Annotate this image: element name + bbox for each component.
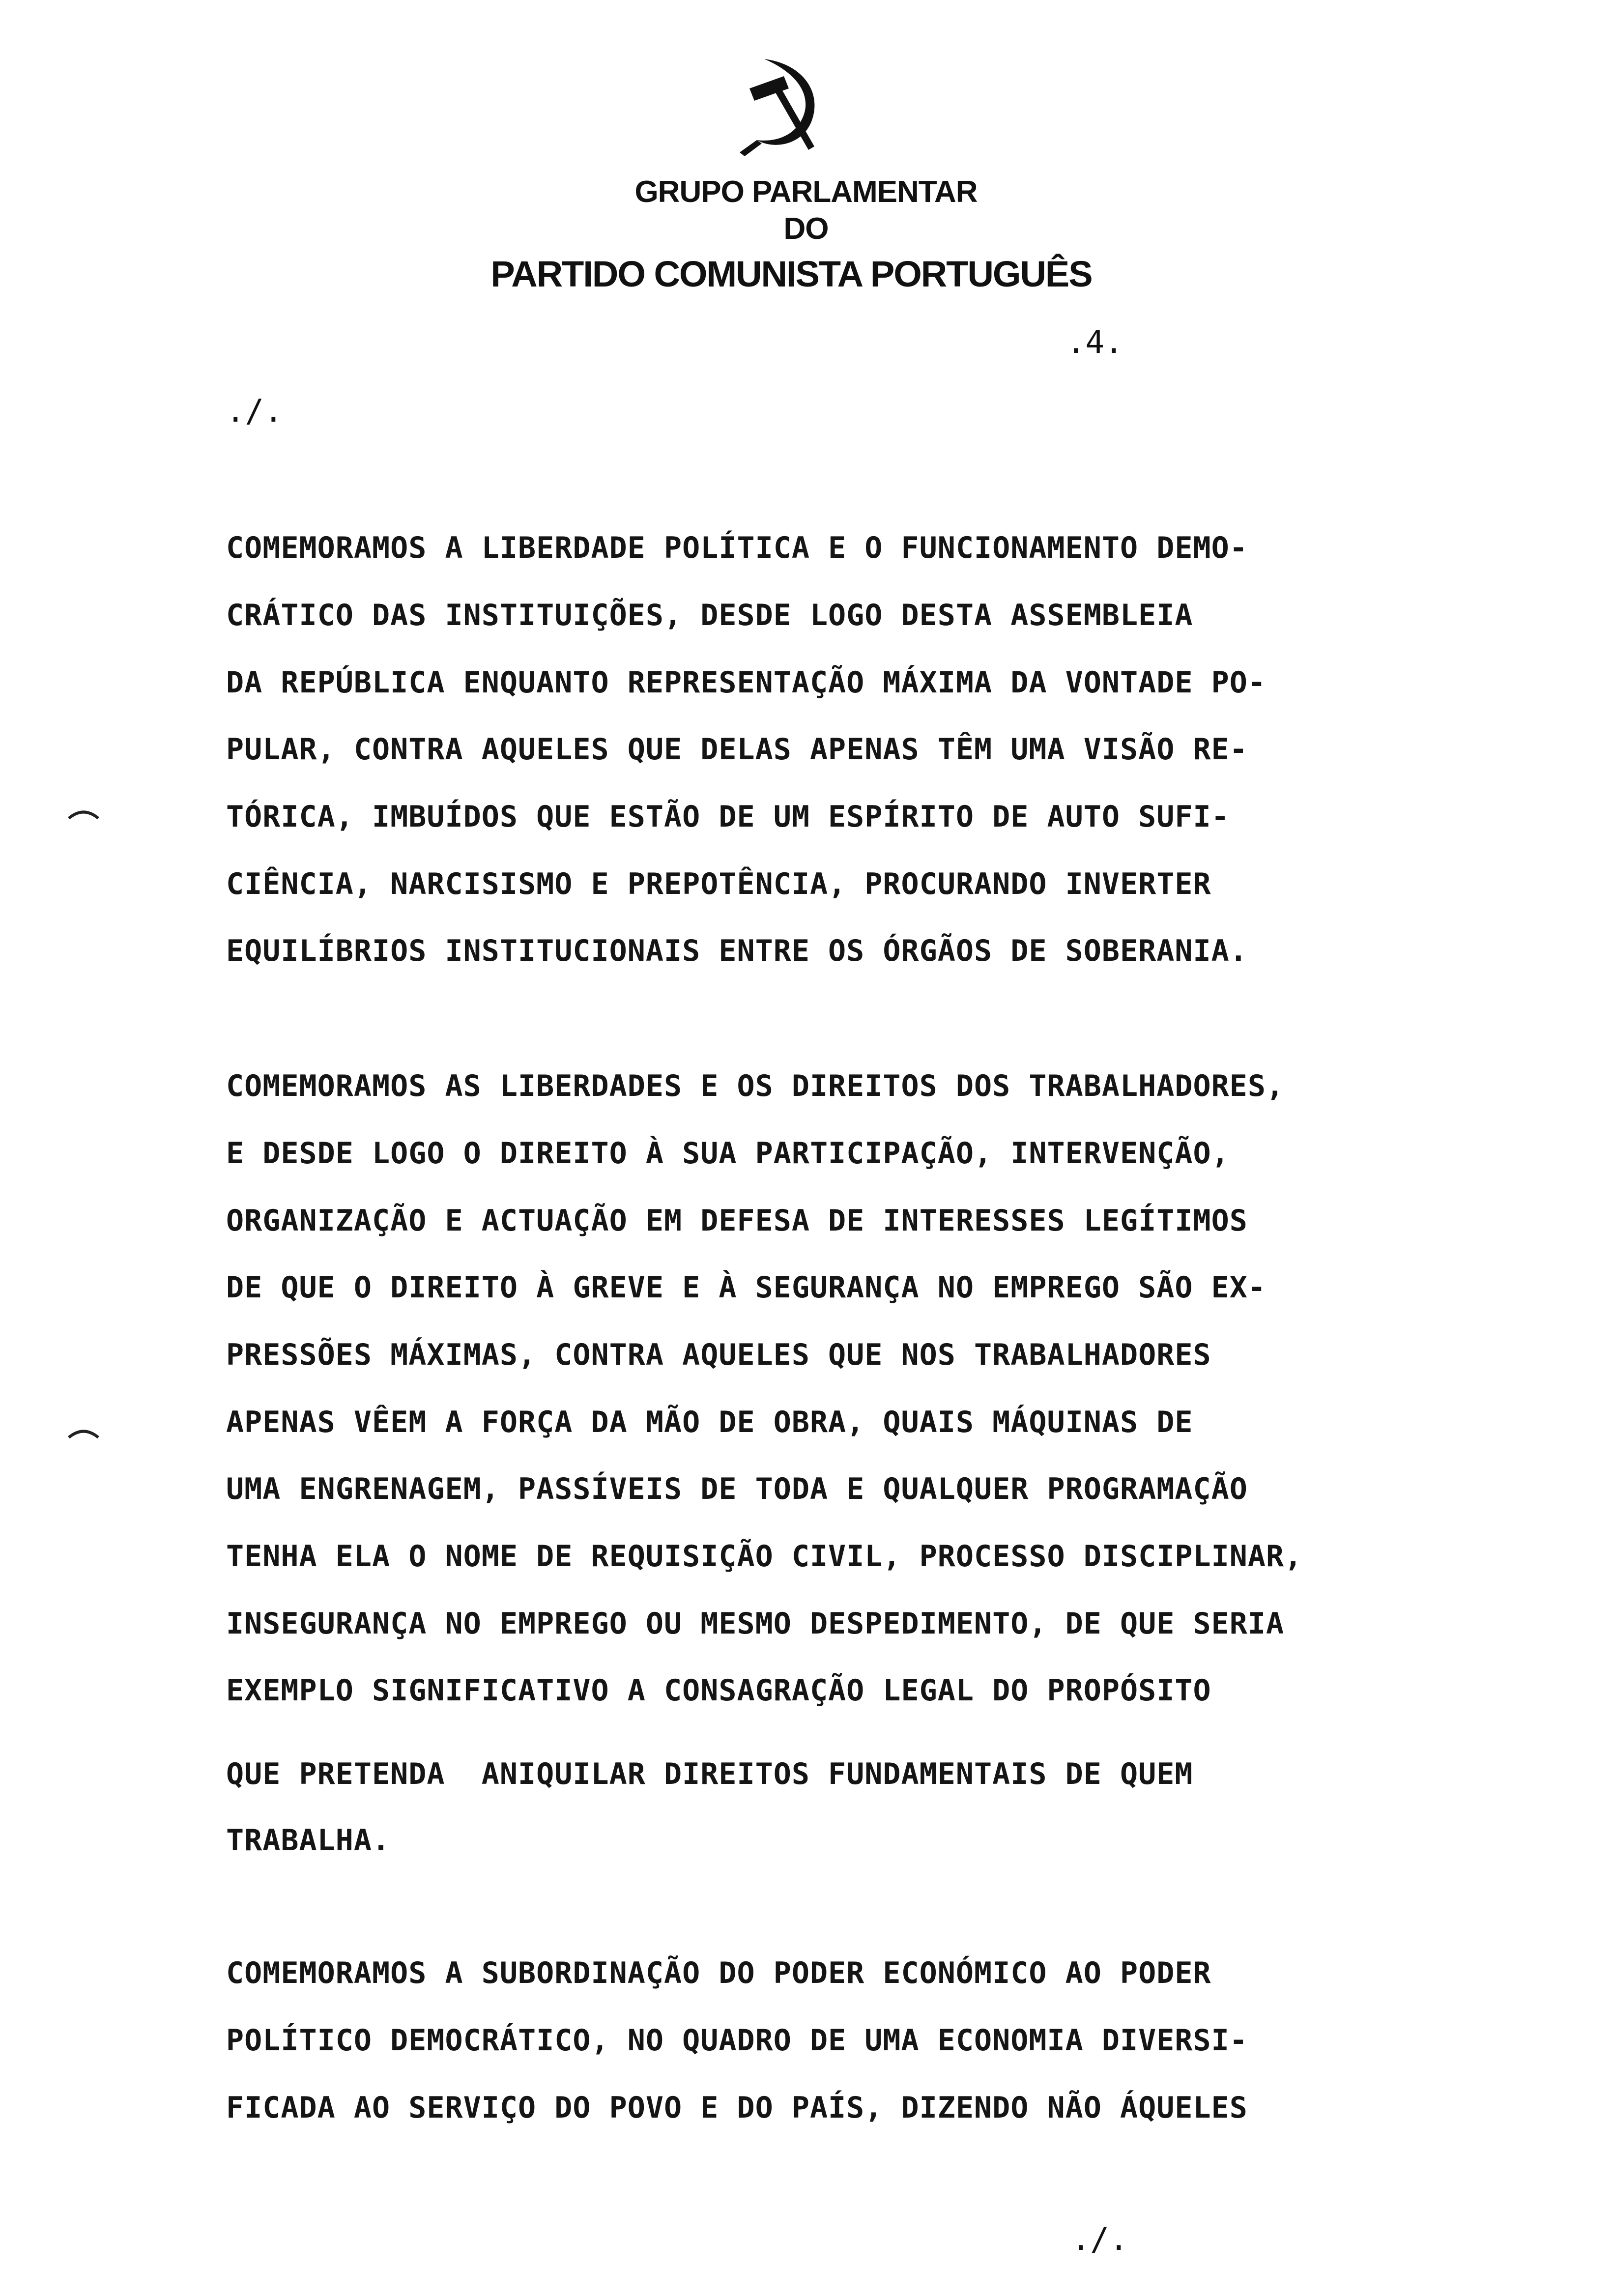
text-line: TENHA ELA O NOME DE REQUISIÇÃO CIVIL, PROCESSO DISCIPLINAR, bbox=[226, 1539, 1303, 1574]
header-do: DO bbox=[783, 212, 829, 246]
text-line: QUE PRETENDA ANIQUILAR DIREITOS FUNDAMENTAIS DE QUEM bbox=[226, 1757, 1193, 1791]
text-line: EXEMPLO SIGNIFICATIVO A CONSAGRAÇÃO LEGAL DO PROPÓSITO bbox=[226, 1673, 1211, 1708]
text-line: COMEMORAMOS A SUBORDINAÇÃO DO PODER ECONÓMICO AO PODER bbox=[226, 1956, 1211, 1990]
text-line: INSEGURANÇA NO EMPREGO OU MESMO DESPEDIMENTO, DE QUE SERIA bbox=[226, 1607, 1285, 1641]
text-line: TÓRICA, IMBUÍDOS QUE ESTÃO DE UM ESPÍRITO DE AUTO SUFI- bbox=[226, 800, 1230, 834]
header-party-name: PARTIDO COMUNISTA PORTUGUÊS bbox=[490, 254, 1092, 294]
continuation-mark-top: ./. bbox=[226, 393, 283, 430]
text-line: UMA ENGRENAGEM, PASSÍVEIS DE TODA E QUALQUER PROGRAMAÇÃO bbox=[226, 1472, 1248, 1506]
text-line: PRESSÕES MÁXIMAS, CONTRA AQUELES QUE NOS TRABALHADORES bbox=[226, 1338, 1211, 1372]
text-line: DA REPÚBLICA ENQUANTO REPRESENTAÇÃO MÁXIMA DA VONTADE PO- bbox=[226, 665, 1267, 700]
text-line: COMEMORAMOS A LIBERDADE POLÍTICA E O FUNCIONAMENTO DEMO- bbox=[226, 531, 1248, 565]
text-line: PULAR, CONTRA AQUELES QUE DELAS APENAS TÊM UMA VISÃO RE- bbox=[226, 732, 1248, 767]
text-line: COMEMORAMOS AS LIBERDADES E OS DIREITOS DOS TRABALHADORES, bbox=[226, 1069, 1285, 1103]
header-group-title: GRUPO PARLAMENTAR bbox=[634, 175, 978, 209]
text-line: E DESDE LOGO O DIREITO À SUA PARTICIPAÇÃO, INTERVENÇÃO, bbox=[226, 1136, 1230, 1171]
text-line: TRABALHA. bbox=[226, 1823, 391, 1858]
continuation-mark-bottom: ./. bbox=[1071, 2221, 1128, 2258]
text-line: ORGANIZAÇÃO E ACTUAÇÃO EM DEFESA DE INTERESSES LEGÍTIMOS bbox=[226, 1204, 1248, 1238]
text-line: CIÊNCIA, NARCISISMO E PREPOTÊNCIA, PROCURANDO INVERTER bbox=[226, 867, 1211, 901]
hammer-and-sickle-icon bbox=[730, 49, 833, 157]
text-line: DE QUE O DIREITO À GREVE E À SEGURANÇA NO EMPREGO SÃO EX- bbox=[226, 1270, 1267, 1305]
text-line: FICADA AO SERVIÇO DO POVO E DO PAÍS, DIZENDO NÃO ÁQUELES bbox=[226, 2091, 1248, 2125]
page-number: .4. bbox=[1066, 324, 1123, 361]
margin-mark bbox=[66, 806, 101, 821]
text-line: POLÍTICO DEMOCRÁTICO, NO QUADRO DE UMA ECONOMIA DIVERSI- bbox=[226, 2023, 1248, 2058]
margin-mark bbox=[66, 1425, 101, 1440]
text-line: CRÁTICO DAS INSTITUIÇÕES, DESDE LOGO DESTA ASSEMBLEIA bbox=[226, 598, 1193, 632]
text-line: APENAS VÊEM A FORÇA DA MÃO DE OBRA, QUAIS MÁQUINAS DE bbox=[226, 1405, 1193, 1439]
text-line: EQUILÍBRIOS INSTITUCIONAIS ENTRE OS ÓRGÃOS DE SOBERANIA. bbox=[226, 934, 1248, 968]
